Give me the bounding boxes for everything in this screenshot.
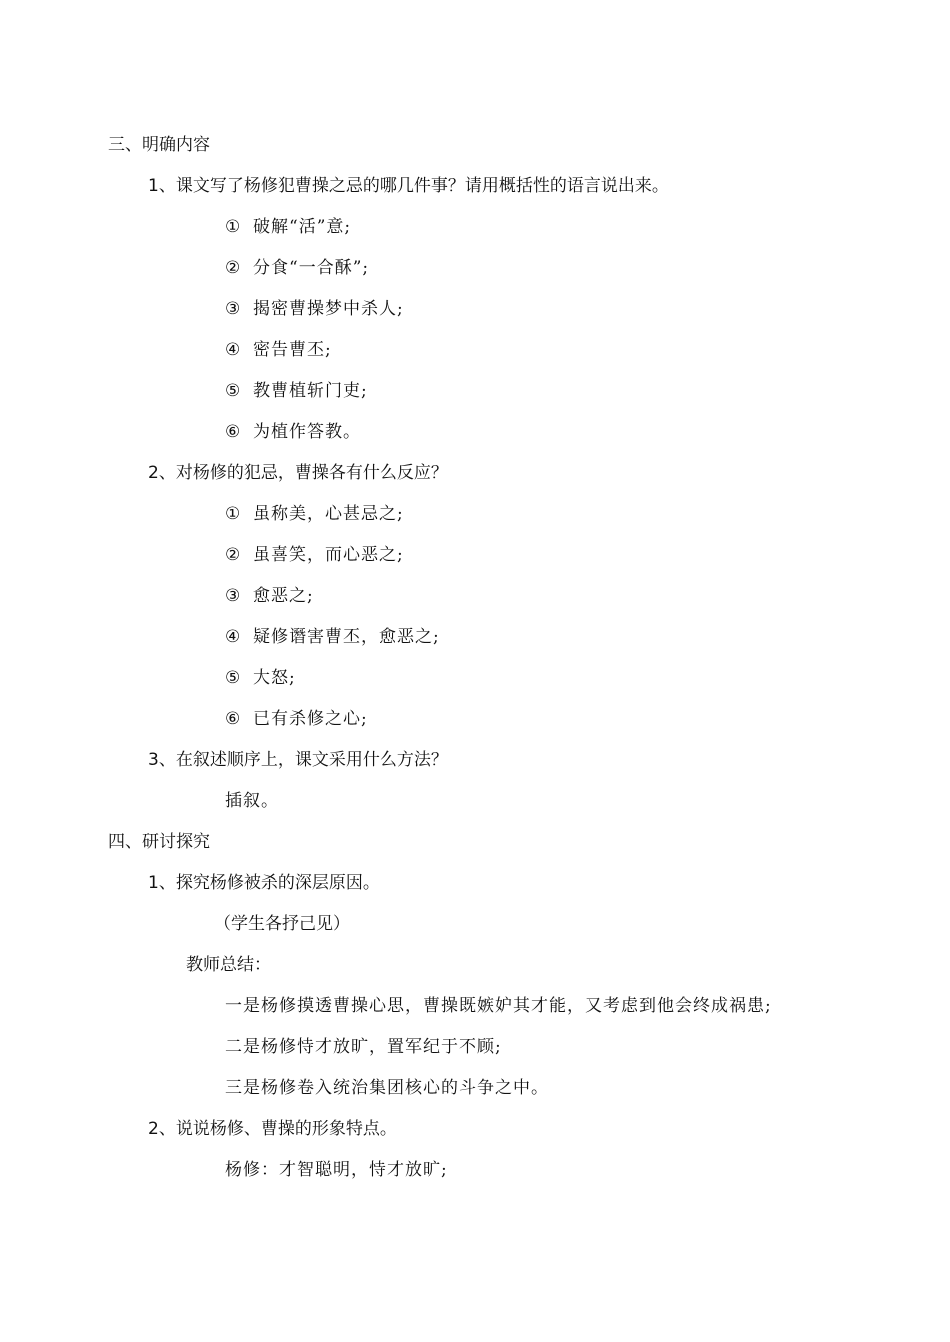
item-text: 虽喜笑，而心恶之;: [253, 545, 404, 565]
item-text: 教曹植斩门吏;: [253, 381, 368, 401]
item-marker: ③: [225, 586, 242, 606]
list-item: [225, 339, 332, 361]
item-marker: ⑤: [225, 381, 242, 401]
list-item: [225, 667, 296, 689]
item-text: 分食“一合酥”;: [253, 258, 370, 278]
list-item: [225, 257, 369, 279]
question-3: 3、在叙述顺序上，课文采用什么方法？: [148, 750, 448, 770]
answer-text: 插叙。: [225, 791, 279, 811]
list-item: [225, 421, 361, 443]
item-marker: ④: [225, 340, 242, 360]
item-text: 大怒;: [253, 668, 296, 688]
item-marker: ②: [225, 258, 242, 278]
list-item: [225, 380, 368, 402]
section-heading-3: 三、明确内容: [108, 135, 210, 155]
summary-point: 一是杨修摸透曹操心思，曹操既嫉妒其才能，又考虑到他会终成祸患;: [225, 996, 772, 1016]
list-item: [225, 626, 440, 648]
question-2: 2、说说杨修、曹操的形象特点。: [148, 1119, 397, 1139]
summary-point: 二是杨修恃才放旷，置军纪于不顾;: [225, 1037, 502, 1057]
item-text: 虽称美，心甚忌之;: [253, 504, 404, 524]
list-item: [225, 544, 404, 566]
question-1: 1、课文写了杨修犯曹操之忌的哪几件事？请用概括性的语言说出来。: [148, 176, 669, 196]
summary-point: 三是杨修卷入统治集团核心的斗争之中。: [225, 1078, 549, 1098]
list-item: [225, 585, 314, 607]
item-text: 疑修谮害曹丕，愈恶之;: [253, 627, 440, 647]
item-marker: ①: [225, 217, 242, 237]
item-marker: ②: [225, 545, 242, 565]
item-text: 破解“活”意;: [253, 217, 352, 237]
item-marker: ④: [225, 627, 242, 647]
note-text: （学生各抒己见）: [214, 914, 350, 934]
question-1: 1、探究杨修被杀的深层原因。: [148, 873, 380, 893]
item-marker: ⑥: [225, 422, 242, 442]
item-text: 为植作答教。: [253, 422, 361, 442]
section-heading-4: 四、研讨探究: [108, 832, 210, 852]
list-item: [225, 708, 368, 730]
item-marker: ⑤: [225, 668, 242, 688]
item-text: 已有杀修之心;: [253, 709, 368, 729]
summary-label: 教师总结：: [186, 955, 271, 975]
item-marker: ①: [225, 504, 242, 524]
answer-text: 杨修：才智聪明，恃才放旷;: [225, 1160, 448, 1180]
list-item: [225, 216, 351, 238]
item-text: 揭密曹操梦中杀人;: [253, 299, 404, 319]
item-marker: ⑥: [225, 709, 242, 729]
item-text: 愈恶之;: [253, 586, 314, 606]
list-item: [225, 298, 404, 320]
question-2: 2、对杨修的犯忌，曹操各有什么反应？: [148, 463, 448, 483]
item-text: 密告曹丕;: [253, 340, 332, 360]
list-item: [225, 503, 404, 525]
item-marker: ③: [225, 299, 242, 319]
